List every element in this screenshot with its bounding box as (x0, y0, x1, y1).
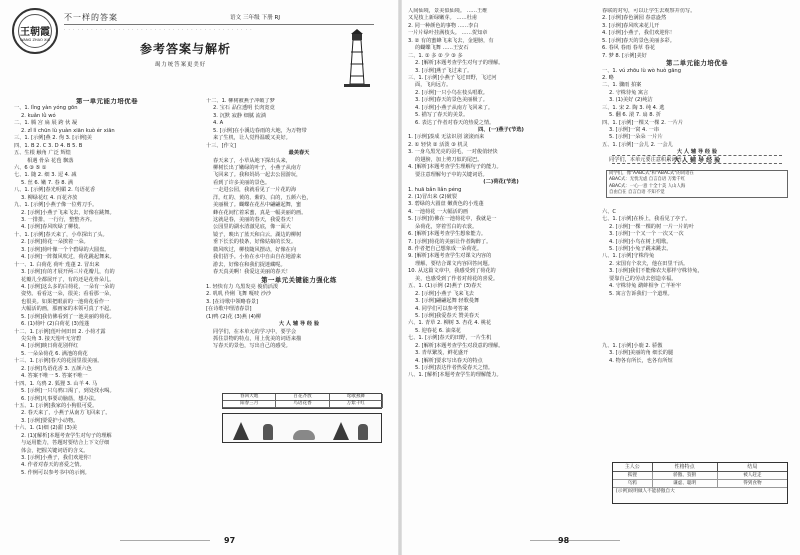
answer-line: 二、1. 骤雨 拍案 (602, 82, 642, 89)
answer-line: 八、1. [解析]本题考查学生的理解能力。 (408, 372, 502, 379)
answer-line: (1)鸭 (2)花 (3)燕 (4)柳 (206, 313, 262, 320)
answer-line: 7. 梦 8. [示例]美好 (602, 52, 647, 59)
answer-line: 尖尖角 3. 接天莲叶无穷碧 (21, 336, 82, 342)
answer-line: 5. [示例]一朵朵 一片片 (609, 134, 663, 141)
answer-line: 二、1. 腾 宫 扁 展 跨 伙 凝 (14, 120, 78, 127)
answer-line: 4. 一池荷花 一大幅活的画 (408, 208, 469, 215)
lighthouse-icon (342, 28, 372, 88)
answer-line: 四、1. [示例]一棵又一棵 2. 一片片 (602, 119, 684, 126)
answer-line: 相遇 骨朵 花苞 飘落 (27, 157, 74, 164)
answer-line: 4. [示例]这么多的白荷花，一朵有一朵的 (21, 283, 115, 290)
subsection-heading: (二)荷花(节选) (483, 179, 519, 186)
answer-line: 公园里的湖水清澈见底，像一面大 (213, 224, 291, 231)
answer-line (602, 335, 792, 342)
answer-line: 4. A (213, 120, 224, 127)
answer-line: 5. 作例可以参考书中的示例。 (21, 469, 90, 476)
abc-line: 同学们，像"AABC式"和"ABAC式"的词语在 (609, 171, 694, 176)
answer-line: 又见枝上新绿嫩芽。 ……杜甫 (408, 15, 478, 22)
answer-line: 姿势。看看这一朵，很美；看看那一朵， (21, 291, 115, 298)
column-header: 主人公 (613, 463, 653, 471)
abc-line: ABAC式：一心一意 十全十美 人山人海 (609, 183, 686, 189)
answer-line: 2. kuǎn lǜ wó (21, 112, 56, 119)
word-table (222, 393, 382, 409)
answer-line: 2. [示例]荷花一朵挨着一朵。 (21, 239, 89, 246)
answer-line: 5. [示例]表达作者热爱春天之情。 (415, 365, 494, 371)
table-cell: 骄傲、狡猾 (653, 472, 718, 479)
answer-line: 3. 一身乌黑光亮的羽毛，一对俊俏轻快 (408, 149, 498, 156)
answer-line: 2. zǐ lì chūn lù yuàn xiān kuò ér xiān (21, 127, 115, 134)
answer-line: 5. [示例]一只乌鸦口渴了，到处找水喝。 (21, 388, 115, 395)
answer-line: 飞回来了。我和妈妈一起去公园游玩， (213, 172, 302, 179)
answer-line: 5. 翻 6. 滚 7. 扇 8. 折 (609, 112, 662, 119)
abc-word-box (606, 170, 788, 198)
answer-line: 这就是春，美丽的春天，我爱春天！ (213, 217, 297, 223)
answer-line: 花瓣儿全都展开了，有的还是花骨朵儿。 (21, 276, 115, 283)
answer-line: 八、1. [示例]春光明媚 2. 鸟语花香 (14, 187, 96, 194)
answer-line: 10. 从这篇文章中，我感受到了荷花的 (408, 268, 496, 275)
answer-line: 的翅膀，加上剪刀似的尾巴。 (415, 156, 483, 163)
subsection-heading: 最美春天 (288, 150, 310, 157)
answer-line: 抓住景物的特点，用上优美的词语来描 (213, 336, 302, 342)
answer-line: 一走进公园，我就看见了一片花的海 (213, 187, 297, 194)
tree-icon (233, 422, 249, 440)
answer-line: 2. 略 (602, 74, 614, 81)
word-cell: 鸟语花香 (276, 401, 329, 408)
answer-line: 6. 春风 春雨 春草 春花 (602, 45, 656, 52)
answer-line: 8. 作者把自己想象成一朵荷花。 (408, 246, 483, 252)
answer-line: 3. [示例]美丽的角 细长的腿 (609, 350, 674, 357)
answer-line: 3. 青草繁茂，鲜花盛开 (415, 350, 469, 357)
answer-line: 1. huā bǎn liǎn péng (408, 186, 462, 193)
answer-line: 3. [示例]小燕子，我们欢迎你！ (21, 455, 94, 461)
answer-line: 要注意理解句子中的关键词语。 (415, 171, 488, 178)
column-header: 性格特点 (653, 463, 718, 471)
answer-line: 七、1. [示例]在桥上，我看见了亭子。 (602, 216, 691, 223)
answer-line: 六、1. 青草 2. 柳树 3. 杏花 4. 桃花 (408, 320, 492, 327)
word-cell: 百花齐放 (276, 394, 329, 401)
answer-line: 面，飞向远方。 (415, 82, 452, 89)
answer-line: 2. ① 轻快 ② 活泼 ③ 机灵 (408, 141, 468, 148)
answer-line: 5. [示例]在小溪边春雨的大地，为万物带 (213, 127, 307, 134)
tagline: 不一样的答案 (64, 13, 118, 22)
table-cell: 被人赶走 (743, 473, 762, 478)
answer-line: 5. [示例]我爱春天 赞美春天 (415, 312, 480, 319)
table-cell: 乌鸦 (613, 480, 653, 487)
table-note: [示例]说明做人不能骄傲自大 (616, 489, 675, 494)
word-cell: 春回大地 (223, 394, 276, 401)
page-number-right: 98 (558, 536, 570, 545)
answer-line: 理解，要结合课文内容回答问题。 (415, 260, 493, 267)
answer-line: 2. 叽叽 伶俐 飞舞 嘎吱 沙沙 (206, 291, 272, 298)
word-cell: 阳春三月 (223, 401, 276, 408)
abc-line: ABAC式：无忧无虑 自言自语 万紫千红 (609, 177, 686, 183)
answer-line (602, 328, 792, 335)
answer-line: 4. [示例]小燕子从南方飞回来了。 (415, 104, 494, 111)
brand-logo (12, 8, 58, 54)
answer-line (602, 320, 792, 327)
spring-illustration (222, 413, 382, 443)
answer-line: 2. 春天来了，小燕子从南方飞回来了。 (21, 410, 111, 417)
answers-column-2 (206, 98, 392, 530)
answer-line: 2. [示例]春色满园 春意盎然 (602, 15, 667, 22)
answer-line: 游去，好像在和我们捉迷藏呢。 (213, 261, 286, 268)
page-slogan: 竭力统答案更美好 (155, 62, 207, 68)
answer-line: 5. [示例]春天的景色美丽多彩。 (602, 37, 675, 44)
answer-line: 3. [示例]一窝 4. 一串 (609, 127, 660, 133)
answer-line: 3. ② 有的蜜蜂飞来飞去，金翅膀，有 (408, 37, 494, 44)
answer-line: 十二、1. [示例]莲叶何田田 2. 小荷才露 (14, 328, 106, 335)
answer-line: 一、1. vú zhōu lù wò huò gāng (602, 67, 681, 74)
answer-line: 4. 同学们可以参考答案 (415, 305, 469, 312)
answer-line: 十二、1. 柳树被燕子冲破了梦 (206, 98, 275, 104)
answer-line: 2. 宋国有个农夫，他在田里干活。 (609, 260, 689, 267)
answer-line: 十五、1. [示例]我家的小狗很可爱。 (14, 402, 98, 409)
answer-line: 3. 碧绿的大圆盘 嫩黄色的小莲蓬 (408, 201, 484, 208)
answer-line: 大幅活的画，那画家的本领可真了不起。 (21, 306, 115, 313)
abc-line: 自由自在 自言自语 不知不觉 (609, 190, 665, 196)
table-row (613, 472, 787, 480)
answer-line: 三、1. [示例]燕 2. 佝 3. [示例]美 (14, 135, 92, 142)
answer-line: 美丽极了。蝴蝶在花丛中翩翩起舞，蜜 (213, 202, 302, 209)
answer-line: 朵荷花，穿着雪白的衣裳。 (415, 223, 478, 230)
answer-line: 5. 寓言告诉我们一个道理。 (609, 290, 673, 297)
character-table (612, 462, 788, 504)
table-row (613, 480, 787, 488)
answer-line: 垂下长长的枝条，好像姑娘的长发。 (213, 239, 297, 246)
answer-line: 2. [示例]鸟语花香 3. 五颜六色 (21, 365, 92, 372)
answer-line: 3. [示例]有的才展开两三片花瓣儿，有的 (21, 269, 115, 276)
answer-line: 四、1. B 2. C 3. D 4. B 5. B (14, 142, 83, 149)
answer-line: 春天真美啊！我爱这美丽的春天！ (213, 269, 291, 276)
answer-line: 十三、[作文] (206, 142, 236, 149)
page-number-rule (530, 540, 620, 541)
answer-line: 9. [解析]本题考查学生对课文内容的 (408, 253, 492, 260)
column-header: 结局 (747, 464, 758, 470)
answer-line: 3. [示例]翩翩起舞 轻歌曼舞 (415, 298, 480, 305)
answer-line: 五、1. [示例]一会儿 2. 一会儿 (602, 141, 673, 148)
table-cell: 狐狸 (613, 472, 653, 479)
answer-line: 人间仙境，景美似仙境。 ……王维 (408, 8, 488, 14)
answer-line: 5. 描写了春天的美景。 (415, 112, 469, 119)
answer-line: 5. 丝 6. 嫩 7. 春 8. 满 (21, 179, 74, 186)
answer-line: 4. [解析]本题考查学生理解句子的能力。 (408, 164, 502, 171)
answer-line: 6. 表达了作者对春天的热爱之情。 (415, 119, 495, 126)
answer-line: 三、1. [示例]小燕子飞过田野，飞过河 (408, 74, 497, 81)
answer-line: 5. [示例]仿佛在一池荷花中，我就是一 (408, 216, 497, 223)
word-cell: 万紫千红 (330, 401, 383, 408)
answer-line: 5. 一朵朵荷花 6. 满池的荷花 (21, 350, 88, 357)
table-cell: 得到食物 (743, 481, 762, 486)
answer-line: 看到了许多美丽的景色。 (213, 179, 271, 186)
rock-icon (293, 430, 315, 440)
answer-line: 7. [示例]荷花的美丽让作者陶醉了。 (408, 238, 492, 245)
answer-line: 2. 同一种颜色的事物 ……李白 (408, 22, 479, 29)
answer-line: 的蝴蝶飞舞 ……王安石 (415, 45, 469, 52)
answer-line: 十六、1. (1)细 (2)甜 (3)美 (14, 425, 78, 432)
answer-line: 3. [示例]要爱护小动物。 (21, 417, 79, 424)
answer-line: 2. [示例]一棵一棵的树 一片一片的叶 (609, 223, 694, 230)
answer-line: 4. [示例]小燕子，我们欢迎你！ (602, 30, 675, 37)
answer-line: 十一、1. 白荷花 荷叶 莲蓬 2. 冒出来 (14, 261, 100, 268)
answer-line (602, 306, 792, 313)
page-title: 参考答案与解析 (140, 42, 232, 56)
answer-line: 4. 作者对春天的喜爱之情。 (21, 462, 85, 469)
answer-line (602, 313, 792, 320)
answer-line: 要靠自己的劳动去创造幸福。 (609, 275, 677, 282)
grade-meta: 语文 三年级 下册 RJ (230, 15, 281, 21)
logo-subtext: WANG ZHAO XIA (20, 38, 50, 42)
answer-line: 十三、1. [示例]春天的花园里很美丽。 (14, 358, 103, 365)
table-header (613, 463, 787, 472)
answer-line: 4. [示例]春风吹绿了柳枝。 (21, 224, 84, 231)
answer-line: 6. (1)荷叶 (2)白荷花 (3)莲蓬 (21, 321, 90, 328)
answer-line: 我们招手。小鱼在水中自由自在地游来 (213, 254, 302, 261)
answer-line: 2. 宝石 品位透明 长肉宽竟 (213, 105, 275, 112)
section-heading: 第一单元能力培优卷 (75, 98, 138, 105)
answer-line: 十、1. [示例]春天来了，小草探出了头。 (14, 231, 108, 238)
answer-line: 春联的对句，可以让学生去观察并仿写。 (602, 8, 696, 14)
answer-line: 同学们，本单元要注意积累词语。 (609, 156, 687, 163)
answer-line (602, 201, 792, 208)
answer-line: 1. 轻快有力 乌黑发亮 俊俏活泼 (206, 283, 279, 290)
answer-line: 写春天的景色，写出自己的感受。 (213, 343, 291, 350)
section-heading: 第一单元关键能力强化练 (261, 275, 337, 284)
answer-line: 一片片绿叶挂满枝头。 ……贺知章 (408, 30, 488, 37)
answer-line: 2. (1)[解析]本题考查学生对句子的理解 (21, 432, 112, 439)
answer-line: 2. [示例]小燕子 飞来飞去 (415, 290, 474, 297)
person-icon (358, 424, 368, 440)
answer-line: 5. [示例]小兔子跳来跳去。 (609, 246, 672, 252)
logo-text: 王朝霞 (20, 27, 50, 38)
section-heading: 第二单元能力培优卷 (665, 59, 728, 68)
answer-line: 3. 柳绿花红 4. 百花齐放 (21, 194, 78, 201)
answer-line: 3. 一排排，一行行，整整齐齐。 (21, 217, 96, 223)
answer-line: 蜂在花间忙着采蜜，真是一幅美丽的画。 (213, 209, 307, 216)
answer-line: 2. 守株待兔 寓言 (609, 89, 649, 96)
answer-line: 微风吹过，柳枝随风摆动，好像在向 (213, 246, 297, 253)
table-note-row (613, 488, 787, 496)
answer-line: 3. [示例]春天的景色美丽极了。 (415, 97, 488, 104)
answer-line: 3. [示例]春风吹来花儿开 (602, 22, 660, 29)
answer-line: 3. [示例]燕子飞过来了。 (415, 67, 473, 74)
answer-line: 2. [示例]一只小鸟在枝头唱歌。 (415, 89, 488, 96)
answer-line: 六、6 ③ ⑤ ① (14, 164, 47, 171)
subsection-heading: 大 人 辅 导 经 验 (278, 321, 320, 328)
answer-line: 柳树长出了嫩绿的叶子，小燕子从南方 (213, 164, 302, 171)
subsection-heading: 大 人 辅 导 经 验 (676, 149, 718, 156)
page-number-rule (120, 540, 210, 541)
answer-line: 3. [示例]荷叶像一个个碧绿的大圆盘。 (21, 246, 110, 253)
answers-column-4 (602, 8, 792, 532)
tree-icon (333, 422, 349, 440)
answer-line: 3. 沉默 寂静 细腻 流淌 (213, 112, 267, 119)
answer-line: 4. [示例]一阵微风吹过，荷花跳起舞来。 (21, 254, 115, 261)
answer-line: 美，也感受到了作者对荷花的喜爱。 (415, 275, 499, 282)
table-cell: 谦虚、聪明 (653, 480, 718, 487)
answer-line: 洋。红的、黄的、紫的、白的，五颜六色， (213, 194, 312, 201)
answer-line: 与运用能力，答题时要结合上下文仔细 (21, 440, 110, 447)
answer-line: 来了生机，让人觉得温暖又美好。 (213, 135, 291, 142)
answer-line: 3. [在诗歌中领略春景] (206, 298, 259, 305)
answer-line: 二、1. ① 多 ② 少 ③ 多 (408, 52, 463, 59)
answer-line: 三、1. 宋 2. 陶 3. 纯 4. 逃 (602, 104, 665, 111)
tips-bar: 大 人 辅 导 经 验 (612, 155, 782, 164)
answer-line: 五、生根 触角 广泛 辉煌 (14, 150, 71, 157)
answer-line (602, 298, 792, 305)
page-number-left: 97 (224, 536, 236, 545)
answer-line: 6. [示例]凡事要动脑筋，想办法。 (21, 395, 100, 402)
answer-line: 1. [示例]凑成 无法识别 滚滚而来 (408, 134, 485, 141)
person-icon (263, 424, 273, 440)
answer-line: 6. [解析]本题考查学生想象能力。 (408, 231, 487, 238)
answer-line: 5. [示例]我仿佛看到了一池美丽的荷花。 (21, 313, 115, 320)
answer-line: 5. 迎春花 6. 油菜花 (415, 327, 461, 334)
answer-line: [在诗歌中理清春景] (206, 306, 252, 313)
answer-line: 2. [解析]本题考查学生对段意的理解。 (415, 342, 504, 349)
answer-line: 春天来了，小草从地下探出头来， (213, 157, 291, 164)
answer-line: 2. [解析]本题考查学生对句子的理解。 (415, 60, 504, 67)
answers-column-1 (14, 98, 200, 530)
answer-line: 4. [示例]映日荷花别样红 (21, 343, 79, 350)
answer-line: 镜子，映出了蓝天和白云。湖边的柳树 (213, 231, 302, 238)
answer-line: 2. (1)冒出来 (2)破裂 (408, 193, 457, 200)
answer-line: 十四、1. 乌鸦 2. 狐狸 3. 山羊 4. 马 (14, 380, 98, 387)
answer-line: 4. [解析]要求写出春天的特点 (415, 357, 483, 364)
answer-line: 4. 物各有所长，也各有所短 (609, 357, 673, 364)
answer-line: 2. [示例]小燕子飞来飞去，好像在跳舞。 (21, 209, 115, 216)
answer-line: 4. 答案不唯一 5. 答案不唯一 (21, 373, 88, 380)
answer-line: 九、1. [示例]小燕子像一位剪刀手。 (14, 202, 98, 209)
answer-line: 一、1. lǐng yàn yóng gōn (14, 105, 78, 112)
answer-line: 体会，把握关键词语的含义。 (21, 447, 89, 454)
page-right (400, 0, 800, 555)
answer-line: 八、1. [示例]守株待兔 (602, 253, 655, 260)
header-dots: · · · · · · · · · · · · · · · · · · · · · · · · · · · · · · · · · · · · · · · · · · (64, 27, 253, 32)
answer-line: 4. [示例]小鸟在树上唱歌。 (609, 238, 672, 245)
word-cell: 莺歌燕舞 (330, 394, 383, 401)
answer-line: 4. 守株待兔 鹬蚌相争 亡羊补牢 (609, 283, 682, 290)
answer-line: 3. [示例]我们不能像农夫那样守株待兔， (609, 268, 703, 275)
answers-column-3 (408, 8, 594, 532)
answer-line: 六、C (602, 208, 616, 215)
answer-line: 同学们，在本单元的学习中，要学会 (213, 328, 297, 335)
answer-line: 五、1. (1)示例 (2)燕子 (3)春天 (408, 283, 482, 290)
subsection-heading: 四、(一)燕子(节选) (478, 127, 524, 133)
answer-line: 3. [示例]一个又一个 一次又一次 (609, 231, 684, 238)
header-rule (64, 24, 374, 25)
answer-line: 也很美。如果把眼前的一池荷花看作一 (21, 298, 110, 305)
answer-line: 七、1. 随 2. 细 3. 逗 4. 减 (14, 172, 77, 179)
answer-line: 3. (1)美好 (2)纯洁 (609, 97, 653, 104)
answer-line: 七、1. [示例]春天的田野，一片生机 (408, 335, 492, 342)
answer-line: 九、1. [示例]小鹿 2. 骄傲 (602, 342, 663, 349)
